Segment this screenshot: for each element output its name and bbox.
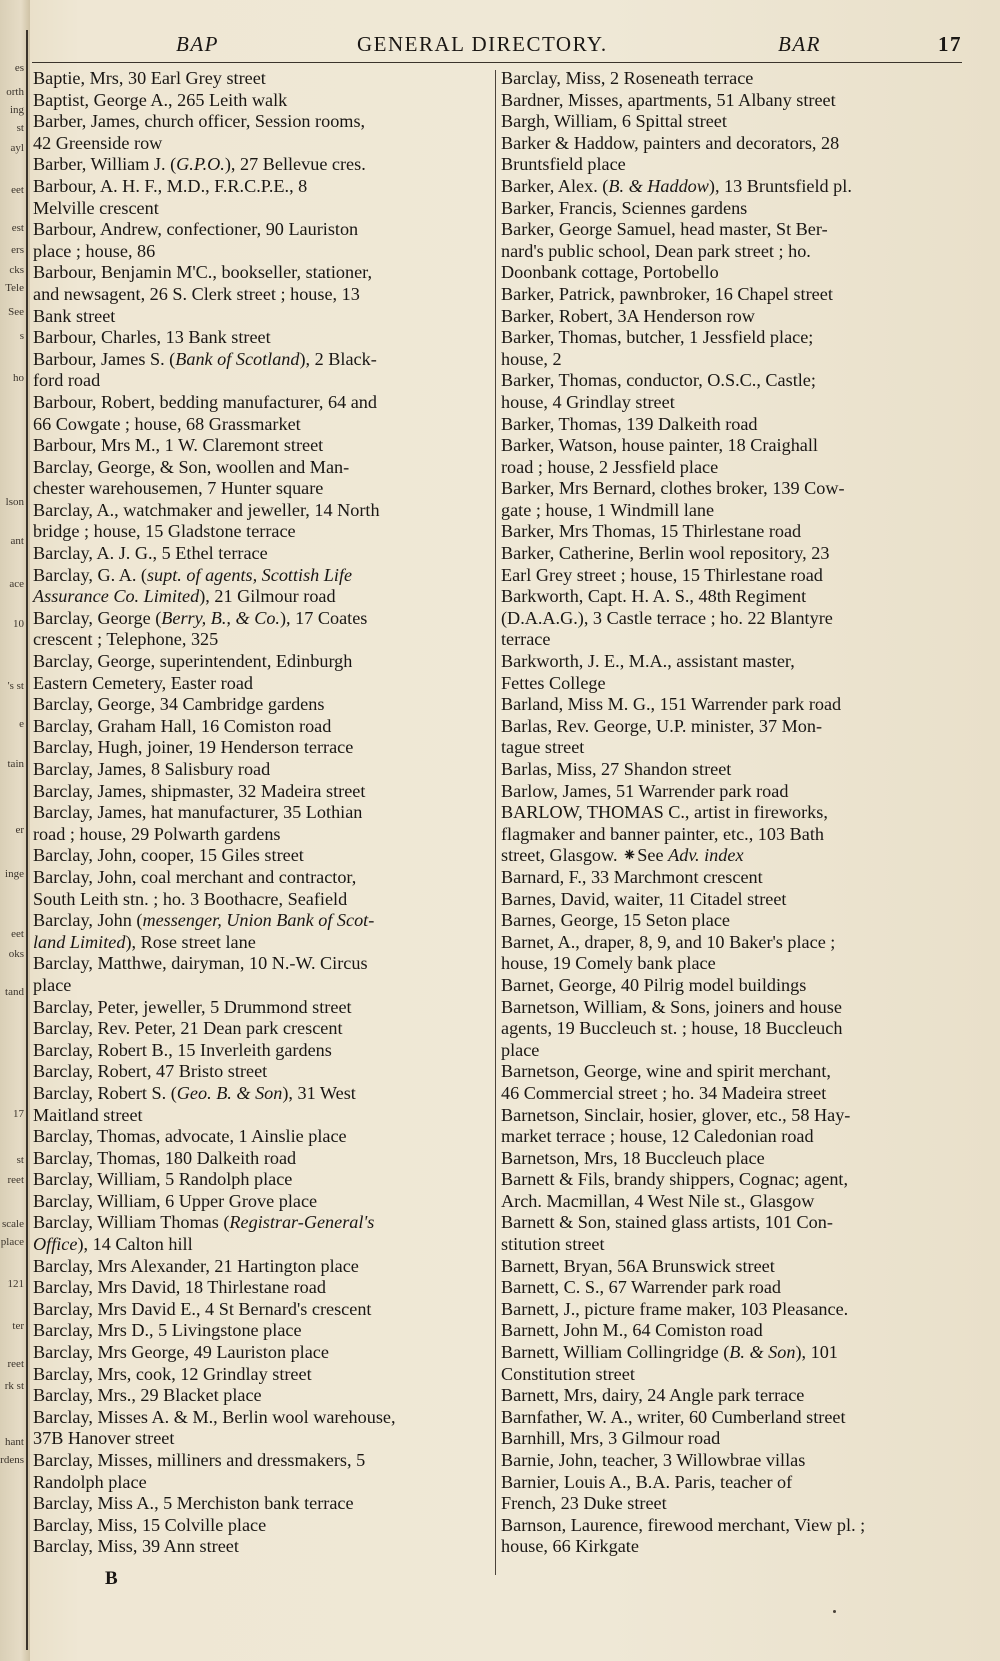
entry-continuation-line: house, 4 Grindlay street <box>501 391 675 412</box>
gutter-fragment: est <box>11 222 24 234</box>
directory-entry <box>33 543 493 565</box>
gutter-fragment: reet <box>7 1174 24 1186</box>
directory-entry <box>33 262 493 327</box>
entry-continuation-line: road ; house, 2 Jessfield place <box>501 456 719 477</box>
gutter-fragment: scale <box>2 1218 24 1230</box>
entry-line: Barclay, William, 5 Randolph place <box>33 1169 293 1190</box>
entry-continuation-line: place <box>501 1039 540 1060</box>
facing-page-gutter <box>0 0 30 1661</box>
entry-line: Barker, Alex. (B. & Haddow), 13 Bruntsfield pl. <box>501 175 852 196</box>
entry-line: Barnetson, Mrs, 18 Buccleuch place <box>501 1147 765 1168</box>
entry-line: Barnet, A., draper, 8, 9, and 10 Baker's place ; <box>501 931 836 952</box>
directory-entry <box>501 478 961 521</box>
header-rule <box>32 62 962 63</box>
entry-continuation-line: market terrace ; house, 12 Caledonian road <box>501 1126 814 1147</box>
entry-line: Barber, James, church officer, Session rooms, <box>33 111 366 132</box>
directory-entry <box>33 154 493 176</box>
entry-continuation-line: chester warehousemen, 7 Hunter square <box>33 478 324 499</box>
entry-continuation-line: street, Glasgow. ⁕See Adv. index <box>501 845 744 866</box>
directory-entry <box>501 1385 961 1407</box>
entry-continuation-line: gate ; house, 1 Windmill lane <box>501 499 715 520</box>
entry-continuation-line: place ; house, 86 <box>33 240 156 261</box>
directory-entry <box>33 457 493 500</box>
entry-continuation-line: Melville crescent <box>33 197 159 218</box>
directory-entry <box>33 910 493 953</box>
entry-line: Barbour, Charles, 13 Bank street <box>33 327 271 348</box>
gutter-fragment: ter <box>12 1320 24 1332</box>
directory-entry <box>501 111 961 133</box>
directory-entry <box>33 1148 493 1170</box>
entry-line: Barclay, George, superintendent, Edinburgh <box>33 651 353 672</box>
gutter-fragment: lson <box>5 496 24 508</box>
entry-continuation-line: agents, 19 Buccleuch st. ; house, 18 Buccleuch <box>501 1018 843 1039</box>
entry-continuation-line: Fettes College <box>501 672 606 693</box>
entry-line: Barlas, Miss, 27 Shandon street <box>501 759 732 779</box>
entry-line: Barclay, William Thomas (Registrar-General's <box>33 1212 375 1233</box>
gutter-fragment: 's st <box>7 680 24 692</box>
entry-line: Barker & Haddow, painters and decorators, 28 <box>501 132 840 153</box>
directory-entry <box>501 414 961 436</box>
gutter-fragment: rdens <box>0 1454 24 1466</box>
entry-continuation-line: 66 Cowgate ; house, 68 Grassmarket <box>33 413 301 434</box>
directory-entry <box>33 219 493 262</box>
directory-entry <box>501 781 961 803</box>
gutter-fragment: ing <box>9 104 24 116</box>
entry-line: Barnier, Louis A., B.A. Paris, teacher of <box>501 1471 793 1492</box>
gutter-fragment: rk st <box>4 1380 24 1392</box>
directory-entry <box>501 1277 961 1299</box>
paper-speck <box>833 1610 836 1613</box>
entry-line: Barclay, Miss, 15 Colville place <box>33 1514 267 1535</box>
entry-continuation-line: crescent ; Telephone, 325 <box>33 629 219 650</box>
entry-continuation-line: bridge ; house, 15 Gladstone terrace <box>33 521 296 542</box>
gutter-fragment: See <box>8 306 24 318</box>
directory-entry <box>501 176 961 198</box>
entry-continuation-line: stitution street <box>501 1234 605 1255</box>
gutter-fragment: st <box>16 122 24 134</box>
entry-line: Barbour, James S. (Bank of Scotland), 2 Black- <box>33 348 377 369</box>
entry-continuation-line: Constitution street <box>501 1363 635 1384</box>
directory-entry <box>501 68 961 90</box>
directory-entry <box>33 737 493 759</box>
entry-line: Barclay, James, shipmaster, 32 Madeira street <box>33 780 366 801</box>
entry-continuation-line: ford road <box>33 370 101 391</box>
entry-continuation-line: 37B Hanover street <box>33 1428 175 1449</box>
directory-entry <box>501 1212 961 1255</box>
directory-entry <box>501 1320 961 1342</box>
gutter-fragment: Tele <box>5 282 24 294</box>
gutter-fragment: es <box>14 62 24 74</box>
directory-entry <box>33 1191 493 1213</box>
gutter-fragment: 17 <box>13 1108 24 1120</box>
entry-line: Barker, Watson, house painter, 18 Craighall <box>501 435 818 456</box>
entry-line: Barber, William J. (G.P.O.), 27 Bellevue cres. <box>33 154 366 175</box>
gutter-fragment: oks <box>8 948 24 960</box>
gutter-fragment: tain <box>7 758 24 770</box>
directory-entry <box>33 327 493 349</box>
entry-continuation-line: and newsagent, 26 S. Clerk street ; house, 13 <box>33 283 360 304</box>
entry-line: Barnson, Laurence, firewood merchant, View pl. ; <box>501 1514 866 1535</box>
directory-entry <box>33 1040 493 1062</box>
directory-entry <box>501 370 961 413</box>
entry-line: Barclay, Mrs, cook, 12 Grindlay street <box>33 1363 312 1384</box>
entry-line: Barnett, Mrs, dairy, 24 Angle park terrace <box>501 1385 805 1406</box>
entry-continuation-line: Eastern Cemetery, Easter road <box>33 672 253 693</box>
page-number: 17 <box>938 32 962 56</box>
entry-continuation-line: Assurance Co. Limited), 21 Gilmour road <box>33 586 336 607</box>
entry-continuation-line: Office), 14 Calton hill <box>33 1234 193 1255</box>
gutter-fragment: orth <box>6 86 24 98</box>
directory-entry <box>33 1515 493 1537</box>
directory-entry <box>33 1536 493 1558</box>
directory-entry <box>33 867 493 910</box>
directory-entry <box>33 1320 493 1342</box>
entry-continuation-line: house, 2 <box>501 348 562 369</box>
entry-line: Barclay, George (Berry, B., & Co.), 17 Coates <box>33 607 368 628</box>
directory-entry <box>33 1385 493 1407</box>
signature-mark: B <box>105 1568 118 1589</box>
directory-entry <box>33 500 493 543</box>
entry-line: Barnett & Fils, brandy shippers, Cognac; agent, <box>501 1169 849 1190</box>
directory-entry <box>501 1407 961 1429</box>
entry-line: Barnetson, Sinclair, hosier, glover, etc., 58 Hay- <box>501 1104 851 1125</box>
entry-line: Barnetson, George, wine and spirit merchant, <box>501 1061 831 1082</box>
directory-entry <box>33 953 493 996</box>
gutter-fragment: 10 <box>13 618 24 630</box>
directory-entry <box>501 651 961 694</box>
entry-continuation-line: house, 66 Kirkgate <box>501 1536 639 1557</box>
directory-entry <box>501 1105 961 1148</box>
header-right-guide: BAR <box>778 32 821 56</box>
entry-line: Barclay, Mrs., 29 Blacket place <box>33 1385 262 1406</box>
directory-entry <box>501 327 961 370</box>
directory-entry <box>501 932 961 975</box>
header-left-guide: BAP <box>176 32 219 56</box>
directory-entry <box>33 435 493 457</box>
directory-entry <box>501 867 961 889</box>
directory-entry <box>33 716 493 738</box>
entry-continuation-line: Earl Grey street ; house, 15 Thirlestane road <box>501 564 823 585</box>
entry-line: Barker, Robert, 3A Henderson row <box>501 305 755 326</box>
entry-line: Barnard, F., 33 Marchmont crescent <box>501 866 763 887</box>
directory-entry <box>33 997 493 1019</box>
entry-line: Barclay, Hugh, joiner, 19 Henderson terrace <box>33 737 354 758</box>
entry-line: Barclay, James, 8 Salisbury road <box>33 759 271 779</box>
directory-entry <box>501 1428 961 1450</box>
gutter-fragment: ho <box>13 372 24 384</box>
directory-entry <box>501 694 961 716</box>
entry-line: Barker, Mrs Thomas, 15 Thirlestane road <box>501 521 802 542</box>
left-column <box>33 68 493 1558</box>
entry-line: BARLOW, THOMAS C., artist in fireworks, <box>501 802 828 823</box>
entry-line: Barnie, John, teacher, 3 Willowbrae villas <box>501 1450 806 1470</box>
entry-line: Barker, Thomas, conductor, O.S.C., Castle; <box>501 370 816 391</box>
directory-entry <box>501 889 961 911</box>
gutter-fragment: er <box>15 824 24 836</box>
gutter-fragment: inge <box>5 868 24 880</box>
entry-line: Barbour, A. H. F., M.D., F.R.C.P.E., 8 <box>33 175 308 196</box>
entry-line: Barlas, Rev. George, U.P. minister, 37 Mon- <box>501 715 823 736</box>
directory-entry <box>33 1061 493 1083</box>
directory-entry <box>501 1515 961 1558</box>
entry-line: Baptie, Mrs, 30 Earl Grey street <box>33 68 266 88</box>
directory-entry <box>33 90 493 112</box>
directory-entry <box>501 910 961 932</box>
directory-entry <box>33 1018 493 1040</box>
entry-line: Barker, Catherine, Berlin wool repository, 23 <box>501 543 830 564</box>
entry-line: Barker, George Samuel, head master, St Ber- <box>501 219 828 240</box>
entry-line: Barclay, Mrs George, 49 Lauriston place <box>33 1342 329 1363</box>
directory-entry <box>501 1148 961 1170</box>
entry-line: Barclay, Mrs David, 18 Thirlestane road <box>33 1277 326 1298</box>
directory-entry <box>501 802 961 867</box>
directory-entry <box>33 1299 493 1321</box>
page-header <box>0 30 1000 60</box>
directory-entry <box>501 543 961 586</box>
entry-line: Barnett, Bryan, 56A Brunswick street <box>501 1255 775 1276</box>
directory-entry <box>33 845 493 867</box>
gutter-fragment: ayl <box>10 142 24 154</box>
entry-continuation-line: Bruntsfield place <box>501 154 626 175</box>
directory-entry <box>33 392 493 435</box>
directory-entry <box>33 1126 493 1148</box>
directory-entry <box>501 1169 961 1212</box>
directory-entry <box>33 1083 493 1126</box>
gutter-fragment: hant <box>5 1436 24 1448</box>
directory-entry <box>501 219 961 284</box>
header-title: GENERAL DIRECTORY. <box>357 32 608 56</box>
directory-entry <box>501 435 961 478</box>
entry-line: Barker, Thomas, butcher, 1 Jessfield place; <box>501 327 814 348</box>
entry-line: Barland, Miss M. G., 151 Warrender park road <box>501 694 842 715</box>
directory-entry <box>501 1342 961 1385</box>
entry-line: Barnett, William Collingridge (B. & Son), 101 <box>501 1342 838 1363</box>
entry-line: Barclay, James, hat manufacturer, 35 Lothian <box>33 802 363 823</box>
directory-entry <box>501 306 961 328</box>
directory-entry <box>33 1450 493 1493</box>
gutter-fragment: eet <box>11 184 24 196</box>
entry-line: Barclay, Robert B., 15 Inverleith gardens <box>33 1039 332 1060</box>
entry-line: Barclay, John, coal merchant and contractor, <box>33 866 357 887</box>
entry-line: Barclay, Thomas, 180 Dalkeith road <box>33 1147 297 1168</box>
entry-line: Barker, Mrs Bernard, clothes broker, 139 Cow- <box>501 478 845 499</box>
entry-continuation-line: Randolph place <box>33 1471 147 1492</box>
entry-line: Barclay, Peter, jeweller, 5 Drummond street <box>33 996 352 1017</box>
directory-entry <box>33 1212 493 1255</box>
directory-entry <box>33 1493 493 1515</box>
entry-line: Barnet, George, 40 Pilrig model buildings <box>501 974 807 995</box>
gutter-fragment: cks <box>9 264 24 276</box>
entry-line: Barclay, Mrs Alexander, 21 Hartington place <box>33 1255 359 1276</box>
entry-line: Barclay, A., watchmaker and jeweller, 14 North <box>33 499 380 520</box>
entry-continuation-line: land Limited), Rose street lane <box>33 931 256 952</box>
entry-line: Bargh, William, 6 Spittal street <box>501 111 727 132</box>
directory-entry <box>501 1061 961 1104</box>
entry-line: Barnett, John M., 64 Comiston road <box>501 1320 763 1341</box>
gutter-fragment: ers <box>11 244 24 256</box>
entry-continuation-line: French, 23 Duke street <box>501 1493 667 1514</box>
entry-line: Barbour, Mrs M., 1 W. Claremont street <box>33 435 324 456</box>
gutter-fragment: ant <box>10 535 24 547</box>
right-column <box>501 68 961 1558</box>
directory-entry <box>501 1299 961 1321</box>
entry-line: Barnett, J., picture frame maker, 103 Pleasance. <box>501 1298 849 1319</box>
entry-line: Barclay, Misses A. & M., Berlin wool warehouse, <box>33 1406 396 1427</box>
directory-entry <box>33 1277 493 1299</box>
directory-entry <box>33 68 493 90</box>
entry-continuation-line: South Leith stn. ; ho. 3 Boothacre, Seafield <box>33 888 348 909</box>
entry-continuation-line: place <box>33 974 72 995</box>
directory-entry <box>33 111 493 154</box>
entry-line: Barclay, G. A. (supt. of agents, Scottish Life <box>33 564 353 585</box>
entry-line: Barclay, Robert S. (Geo. B. & Son), 31 West <box>33 1082 356 1103</box>
entry-line: Barnett, C. S., 67 Warrender park road <box>501 1277 782 1298</box>
entry-line: Barnhill, Mrs, 3 Gilmour road <box>501 1428 721 1449</box>
entry-line: Barclay, Rev. Peter, 21 Dean park crescent <box>33 1018 343 1039</box>
entry-continuation-line: nard's public school, Dean park street ; ho. <box>501 240 811 261</box>
entry-line: Barnetson, William, & Sons, joiners and house <box>501 996 842 1017</box>
entry-line: Barclay, Miss, 2 Roseneath terrace <box>501 68 754 88</box>
entry-line: Barbour, Robert, bedding manufacturer, 64 and <box>33 391 377 412</box>
directory-entry <box>33 1169 493 1191</box>
entry-line: Barnfather, W. A., writer, 60 Cumberland street <box>501 1406 846 1427</box>
gutter-fragment: reet <box>7 1358 24 1370</box>
entry-continuation-line: tague street <box>501 737 585 758</box>
directory-entry <box>33 1342 493 1364</box>
gutter-fragment: 121 <box>7 1278 24 1290</box>
entry-line: Barkworth, Capt. H. A. S., 48th Regiment <box>501 586 807 607</box>
entry-continuation-line: (D.A.A.G.), 3 Castle terrace ; ho. 22 Blantyre <box>501 607 833 628</box>
entry-continuation-line: Arch. Macmillan, 4 West Nile st., Glasgow <box>501 1190 815 1211</box>
directory-entry <box>501 284 961 306</box>
directory-entry <box>501 1472 961 1515</box>
directory-entry <box>501 759 961 781</box>
entry-continuation-line: road ; house, 29 Polwarth gardens <box>33 823 281 844</box>
directory-entry <box>33 1256 493 1278</box>
entry-line: Barnes, George, 15 Seton place <box>501 910 730 931</box>
entry-line: Barbour, Andrew, confectioner, 90 Lauriston <box>33 219 359 240</box>
entry-line: Barclay, Graham Hall, 16 Comiston road <box>33 715 332 736</box>
directory-entry <box>501 1256 961 1278</box>
gutter-fragment: place <box>0 1236 24 1248</box>
directory-entry <box>33 565 493 608</box>
entry-line: Barkworth, J. E., M.A., assistant master, <box>501 651 795 672</box>
directory-entry <box>33 1364 493 1386</box>
directory-entry <box>501 133 961 176</box>
entry-line: Barclay, William, 6 Upper Grove place <box>33 1190 318 1211</box>
gutter-fragment: eet <box>11 928 24 940</box>
column-divider <box>495 70 496 1575</box>
entry-line: Barnett & Son, stained glass artists, 101 Con- <box>501 1212 833 1233</box>
directory-entry <box>33 1407 493 1450</box>
directory-entry <box>501 1450 961 1472</box>
entry-line: Barclay, John, cooper, 15 Giles street <box>33 845 304 866</box>
entry-line: Barclay, Robert, 47 Bristo street <box>33 1061 268 1082</box>
entry-line: Barclay, Misses, milliners and dressmakers, 5 <box>33 1450 366 1470</box>
entry-line: Barker, Francis, Sciennes gardens <box>501 197 748 218</box>
gutter-fragment: ace <box>9 578 24 590</box>
directory-entry <box>501 997 961 1062</box>
binding-rule <box>26 30 28 1650</box>
entry-continuation-line: Bank street <box>33 305 116 326</box>
gutter-fragment: st <box>16 1154 24 1166</box>
entry-continuation-line: 46 Commercial street ; ho. 34 Madeira street <box>501 1082 827 1103</box>
entry-line: Barnes, David, waiter, 11 Citadel street <box>501 888 787 909</box>
directory-entry <box>501 90 961 112</box>
entry-line: Barclay, Miss, 39 Ann street <box>33 1536 239 1557</box>
directory-entry <box>501 716 961 759</box>
directory-entry <box>501 198 961 220</box>
directory-entry <box>33 608 493 651</box>
directory-entry <box>33 759 493 781</box>
gutter-fragment: tand <box>5 986 24 998</box>
entry-line: Barclay, Miss A., 5 Merchiston bank terrace <box>33 1493 354 1514</box>
entry-continuation-line: Doonbank cottage, Portobello <box>501 262 719 283</box>
entry-continuation-line: Maitland street <box>33 1104 143 1125</box>
entry-line: Barclay, John (messenger, Union Bank of Scot- <box>33 910 375 931</box>
entry-line: Barclay, Matthwe, dairyman, 10 N.-W. Circus <box>33 953 368 974</box>
entry-line: Barclay, George, 34 Cambridge gardens <box>33 694 325 715</box>
gutter-fragment: s <box>19 330 24 342</box>
entry-line: Barclay, Mrs David E., 4 St Bernard's crescent <box>33 1298 372 1319</box>
entry-line: Barclay, George, & Son, woollen and Man- <box>33 456 350 477</box>
directory-entry <box>33 781 493 803</box>
entry-line: Barbour, Benjamin M'C., bookseller, stationer, <box>33 262 373 283</box>
entry-continuation-line: house, 19 Comely bank place <box>501 953 716 974</box>
entry-continuation-line: 42 Greenside row <box>33 132 163 153</box>
directory-entry <box>33 802 493 845</box>
entry-line: Barclay, Mrs D., 5 Livingstone place <box>33 1320 302 1341</box>
directory-entry <box>33 349 493 392</box>
entry-line: Baptist, George A., 265 Leith walk <box>33 89 288 110</box>
entry-continuation-line: flagmaker and banner painter, etc., 103 Bath <box>501 823 824 844</box>
directory-entry <box>33 651 493 694</box>
directory-entry <box>501 586 961 651</box>
directory-entry <box>501 521 961 543</box>
directory-entry <box>33 694 493 716</box>
entry-line: Barker, Patrick, pawnbroker, 16 Chapel street <box>501 283 833 304</box>
entry-line: Barclay, A. J. G., 5 Ethel terrace <box>33 543 268 564</box>
entry-line: Bardner, Misses, apartments, 51 Albany street <box>501 89 836 110</box>
entry-line: Barker, Thomas, 139 Dalkeith road <box>501 413 758 434</box>
directory-entry <box>33 176 493 219</box>
entry-line: Barclay, Thomas, advocate, 1 Ainslie place <box>33 1126 347 1147</box>
entry-continuation-line: terrace <box>501 629 551 650</box>
entry-line: Barlow, James, 51 Warrender park road <box>501 780 789 801</box>
directory-entry <box>501 975 961 997</box>
gutter-fragment: e <box>19 718 24 730</box>
